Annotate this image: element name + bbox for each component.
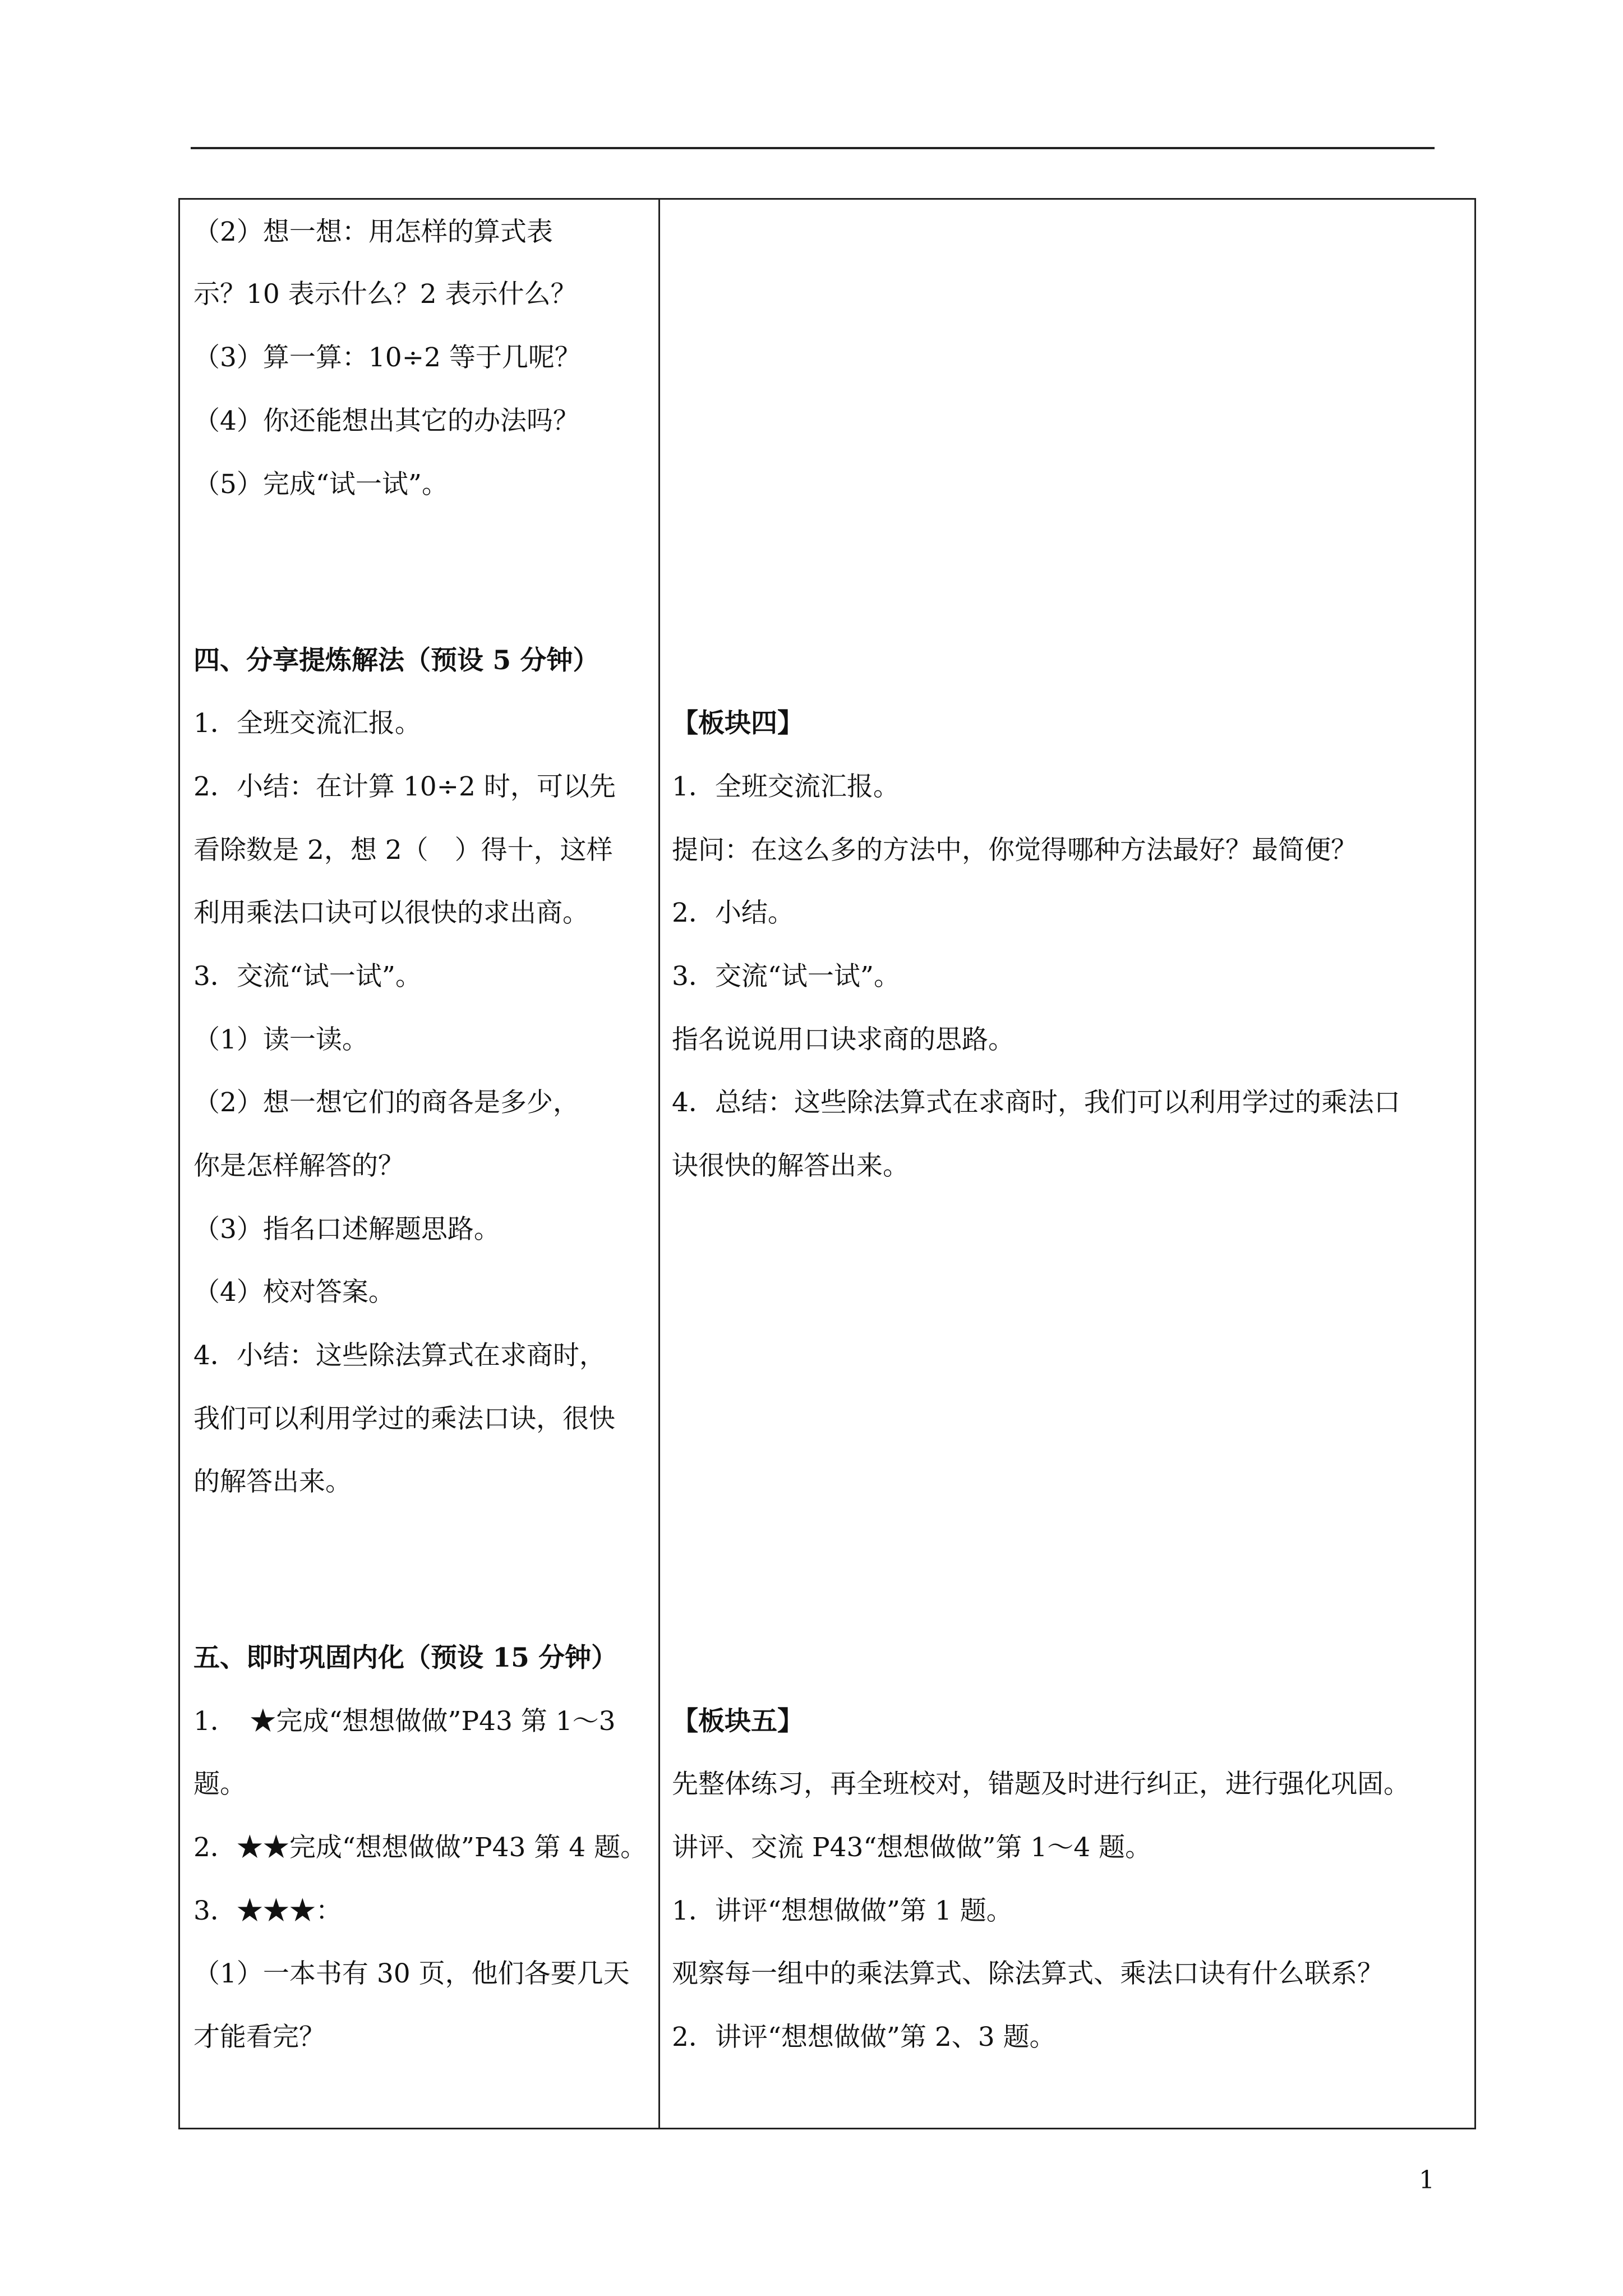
left-line: 看除数是 2，想 2（ ）得十，这样: [193, 835, 613, 866]
right-line: 2．小结。: [672, 898, 794, 928]
left-line: 1．全班交流汇报。: [193, 708, 421, 739]
left-line: 3．交流“试一试”。: [193, 961, 422, 992]
left-line: 2．小结：在计算 10÷2 时，可以先: [193, 771, 616, 802]
left-line: 示？10 表示什么？2 表示什么？: [193, 279, 577, 310]
page-number: 1: [1419, 2166, 1435, 2194]
right-line: 1．讲评“想想做做”第 1 题。: [672, 1895, 1013, 1926]
block-heading-5: 【板块五】: [672, 1706, 804, 1737]
left-line: 我们可以利用学过的乘法口诀，很快: [193, 1404, 615, 1434]
section-heading-4: 四、分享提炼解法（预设 5 分钟）: [193, 645, 600, 676]
right-column: [672, 0, 1468, 2296]
right-line: 3．交流“试一试”。: [672, 961, 900, 992]
right-line: 4．总结：这些除法算式在求商时，我们可以利用学过的乘法口: [672, 1087, 1400, 1118]
right-line: 指名说说用口诀求商的思路。: [672, 1024, 1015, 1055]
left-column: [193, 0, 651, 2296]
left-line: 的解答出来。: [193, 1466, 352, 1497]
left-line: （1）一本书有 30 页，他们各要几天: [193, 1958, 630, 1989]
right-line: 2．讲评“想想做做”第 2、3 题。: [672, 2022, 1056, 2053]
left-line: （2）想一想：用怎样的算式表: [193, 217, 553, 247]
right-line: 观察每一组中的乘法算式、除法算式、乘法口诀有什么联系？: [672, 1958, 1384, 1989]
right-line: 1．全班交流汇报。: [672, 771, 900, 802]
left-line: 4．小结：这些除法算式在求商时，: [193, 1340, 606, 1371]
left-line: 才能看完？: [193, 2022, 325, 2053]
right-line: 讲评、交流 P43“想想做做”第 1～4 题。: [672, 1832, 1152, 1863]
right-line: 先整体练习，再全班校对，错题及时进行纠正，进行强化巩固。: [672, 1769, 1410, 1800]
left-line: （3）算一算：10÷2 等于几呢？: [193, 342, 581, 373]
column-divider: [658, 198, 660, 2129]
left-line: （5）完成“试一试”。: [193, 469, 448, 500]
left-line: （4）校对答案。: [193, 1277, 395, 1308]
left-line: 题。: [193, 1769, 246, 1800]
left-line: 你是怎样解答的？: [193, 1151, 404, 1181]
left-line: 利用乘法口诀可以很快的求出商。: [193, 898, 589, 928]
right-line: 诀很快的解答出来。: [672, 1151, 909, 1181]
left-line: （1）读一读。: [193, 1024, 368, 1055]
block-heading-4: 【板块四】: [672, 708, 804, 739]
left-line: 3．★★★：: [193, 1895, 342, 1926]
left-line: （4）你还能想出其它的办法吗？: [193, 406, 579, 436]
left-line: 1． ★完成“想想做做”P43 第 1～3: [193, 1706, 616, 1737]
left-line: （2）想一想它们的商各是多少，: [193, 1087, 579, 1118]
left-line: 2．★★完成“想想做做”P43 第 4 题。: [193, 1832, 647, 1863]
right-line: 提问：在这么多的方法中，你觉得哪种方法最好？最简便？: [672, 835, 1357, 866]
section-heading-5: 五、即时巩固内化（预设 15 分钟）: [193, 1642, 618, 1673]
left-line: （3）指名口述解题思路。: [193, 1214, 500, 1245]
